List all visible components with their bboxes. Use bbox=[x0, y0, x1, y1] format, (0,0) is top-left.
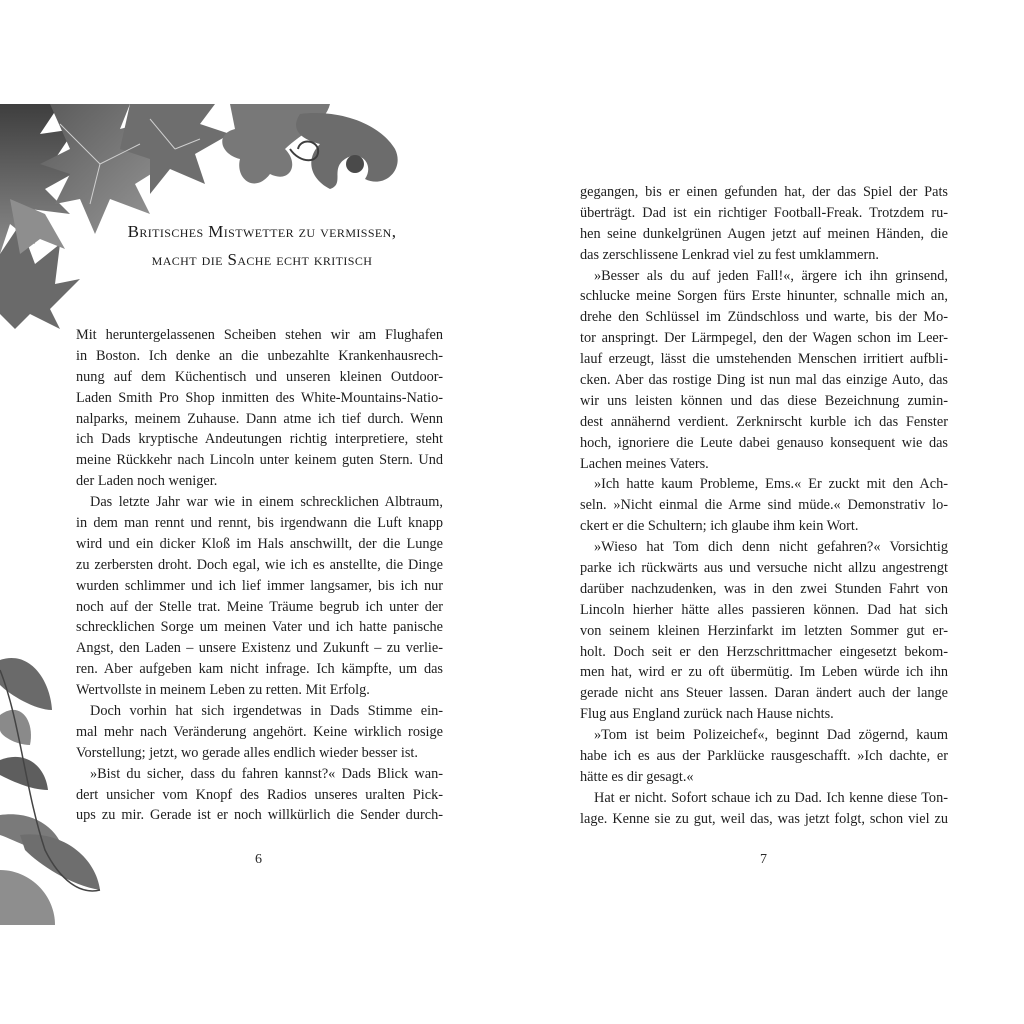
text-line: dest annähernd verdient. Zerknirscht kurble ich das Fenster bbox=[580, 413, 948, 430]
text-line: gerade nicht ans Steuer lassen. Daran ändert auch der lange bbox=[580, 685, 948, 702]
text-line: in Boston. Ich denke an die unbezahlte Krankenhausrech- bbox=[76, 347, 443, 364]
text-line: Angst, den Laden – unsere Existenz und Zukunft – zu verlie- bbox=[76, 640, 443, 657]
text-line: wir uns leisten können und das diese Bezeichnung zumin- bbox=[580, 392, 948, 409]
text-line: Lincoln hierher hätte alles passieren können. Dad hat sich bbox=[580, 601, 948, 618]
page-number-left: 6 bbox=[255, 852, 262, 867]
text-line: »Besser als du auf jeden Fall!«, ärgere ich ihn grinsend, bbox=[594, 267, 948, 284]
text-line: überträgt. Dad ist ein richtiger Football-Freak. Trotzdem ru- bbox=[580, 204, 948, 221]
text-line: mal mehr nach Veränderung angehört. Keine wirklich rosige bbox=[76, 723, 443, 740]
text-line: ups zu mir. Gerade ist er noch willkürlich die Sender durch- bbox=[76, 807, 443, 824]
text-line: der Laden noch weniger. bbox=[76, 473, 218, 490]
right-page-body bbox=[580, 182, 948, 830]
text-line: wird und ein dicker Kloß im Hals anschwillt, der die Lunge bbox=[76, 535, 443, 552]
text-line: hätte es dir gesagt.« bbox=[580, 768, 694, 785]
text-line: Vorstellung; jetzt, wo gerade alles endlich wieder besser ist. bbox=[76, 744, 418, 761]
text-line: zu zerbersten droht. Doch egal, wie ich es anstellte, die Dinge bbox=[76, 556, 443, 573]
left-page-body bbox=[76, 325, 443, 826]
text-line: nung auf dem Küchentisch und unseren kleinen Outdoor- bbox=[76, 368, 443, 385]
text-line: Mit heruntergelassenen Scheiben stehen wir am Flughafen bbox=[76, 327, 443, 343]
text-line: cken. Aber das rostige Ding ist nun mal das einzige Auto, das bbox=[580, 372, 948, 389]
text-line: parke ich rückwärts aus und versuche nicht allzu angestrengt bbox=[580, 560, 948, 577]
text-line: von seinem kleinen Herzinfarkt im letzten Sommer gut er- bbox=[580, 622, 948, 639]
text-line: »Wieso hat Tom dich denn nicht gefahren?« Vorsichtig bbox=[594, 539, 948, 556]
text-line: habe ich es aus der Parklücke rausgeschafft. »Ich dachte, er bbox=[580, 748, 948, 765]
text-line: lauf erzeugt, lässt die umstehenden Menschen irritiert aufbli- bbox=[580, 351, 948, 368]
text-line: darüber nachzudenken, was in den zwei Stunden Fahrt von bbox=[580, 580, 948, 597]
text-line: in dem man rennt und rennt, bis irgendwann die Luft knapp bbox=[76, 515, 443, 532]
text-line: dert unsicher vom Knopf des Radios unseres uralten Pick- bbox=[76, 786, 443, 803]
text-line: lage. Kenne sie zu gut, weil das, was jetzt folgt, schon viel zu bbox=[580, 810, 948, 827]
text-line: holt. Doch seit er den Herzschrittmacher eingesetzt bekom- bbox=[580, 643, 948, 660]
text-line: meine Rückkehr nach Lincoln unter keinem guten Stern. Und bbox=[76, 452, 443, 469]
text-line: seln. »Nicht einmal die Arme sind müde.« Demonstrativ lo- bbox=[580, 497, 948, 514]
text-line: Wertvollste in meinem Leben zu retten. Mit Erfolg. bbox=[76, 682, 370, 699]
text-line: schlucke meine Sorgen fürs Erste hinunter, schnalle mich an, bbox=[580, 288, 948, 305]
text-line: »Tom ist beim Polizeichef«, beginnt Dad zögernd, kaum bbox=[594, 727, 948, 744]
text-line: Laden Smith Pro Shop inmitten des White-Mountains-Natio- bbox=[76, 389, 443, 406]
text-line: hoch, ignoriere die Leute dabei genauso konsequent wie das bbox=[580, 434, 948, 451]
text-line: Lachen meines Vaters. bbox=[580, 455, 709, 472]
text-line: hen seine dunkelgrünen Augen jetzt auf meinen Händen, die bbox=[580, 225, 948, 242]
text-line: Hat er nicht. Sofort schaue ich zu Dad. Ich kenne diese Ton- bbox=[594, 789, 948, 806]
text-line: ren. Aber aufgeben kam nicht infrage. Ich kämpfte, um das bbox=[76, 661, 443, 678]
text-line: ich Dads kryptische Andeutungen richtig interpretiere, steht bbox=[76, 431, 443, 448]
text-line: das zerschlissene Lenkrad viel zu fest umklammern. bbox=[580, 246, 879, 263]
chapter-title bbox=[80, 218, 444, 274]
text-line: tor anspringt. Der Lärmpegel, den der Wagen schon im Leer- bbox=[580, 330, 948, 347]
text-line: »Ich hatte kaum Probleme, Ems.« Er zuckt mit den Ach- bbox=[594, 476, 948, 493]
text-line: nalparks, meinem Zuhause. Dann atme ich tief durch. Wenn bbox=[76, 410, 443, 427]
text-line: Doch vorhin hat sich irgendetwas in Dads Stimme ein- bbox=[90, 703, 443, 720]
page-number-right: 7 bbox=[760, 852, 767, 867]
text-line: Flug aus England zurück nach Hause nichts. bbox=[580, 706, 834, 723]
text-line: schrecklichen Sorge um meinen Vater und ich hatte panische bbox=[76, 619, 443, 636]
text-line: Das letzte Jahr war wie in einem schrecklichen Albtraum, bbox=[90, 494, 443, 511]
leaf-branch-icon bbox=[0, 640, 115, 925]
text-line: men hat, wird er zu oft übermütig. Im Leben würde ich ihn bbox=[580, 664, 948, 681]
chapter-title-line-2: macht die Sache echt kritisch bbox=[151, 250, 373, 269]
text-line: ckert er die Schultern; ich glaube ihm kein Wort. bbox=[580, 518, 859, 535]
text-line: drehe den Schlüssel im Zündschloss und warte, bis der Mo- bbox=[580, 309, 948, 326]
text-line: »Bist du sicher, dass du fahren kannst?« Dads Blick wan- bbox=[90, 765, 443, 782]
leaf-ornament-icon bbox=[0, 104, 410, 329]
text-line: gegangen, bis er einen gefunden hat, der das Spiel der Pats bbox=[580, 184, 948, 200]
text-line: wurden schlimmer und ich lief immer langsamer, bis ich nur bbox=[76, 577, 443, 594]
chapter-title-line-1: Britisches Mistwetter zu vermissen, bbox=[127, 222, 397, 241]
text-line: noch auf der Stelle trat. Meine Träume begrub ich unter der bbox=[76, 598, 443, 615]
